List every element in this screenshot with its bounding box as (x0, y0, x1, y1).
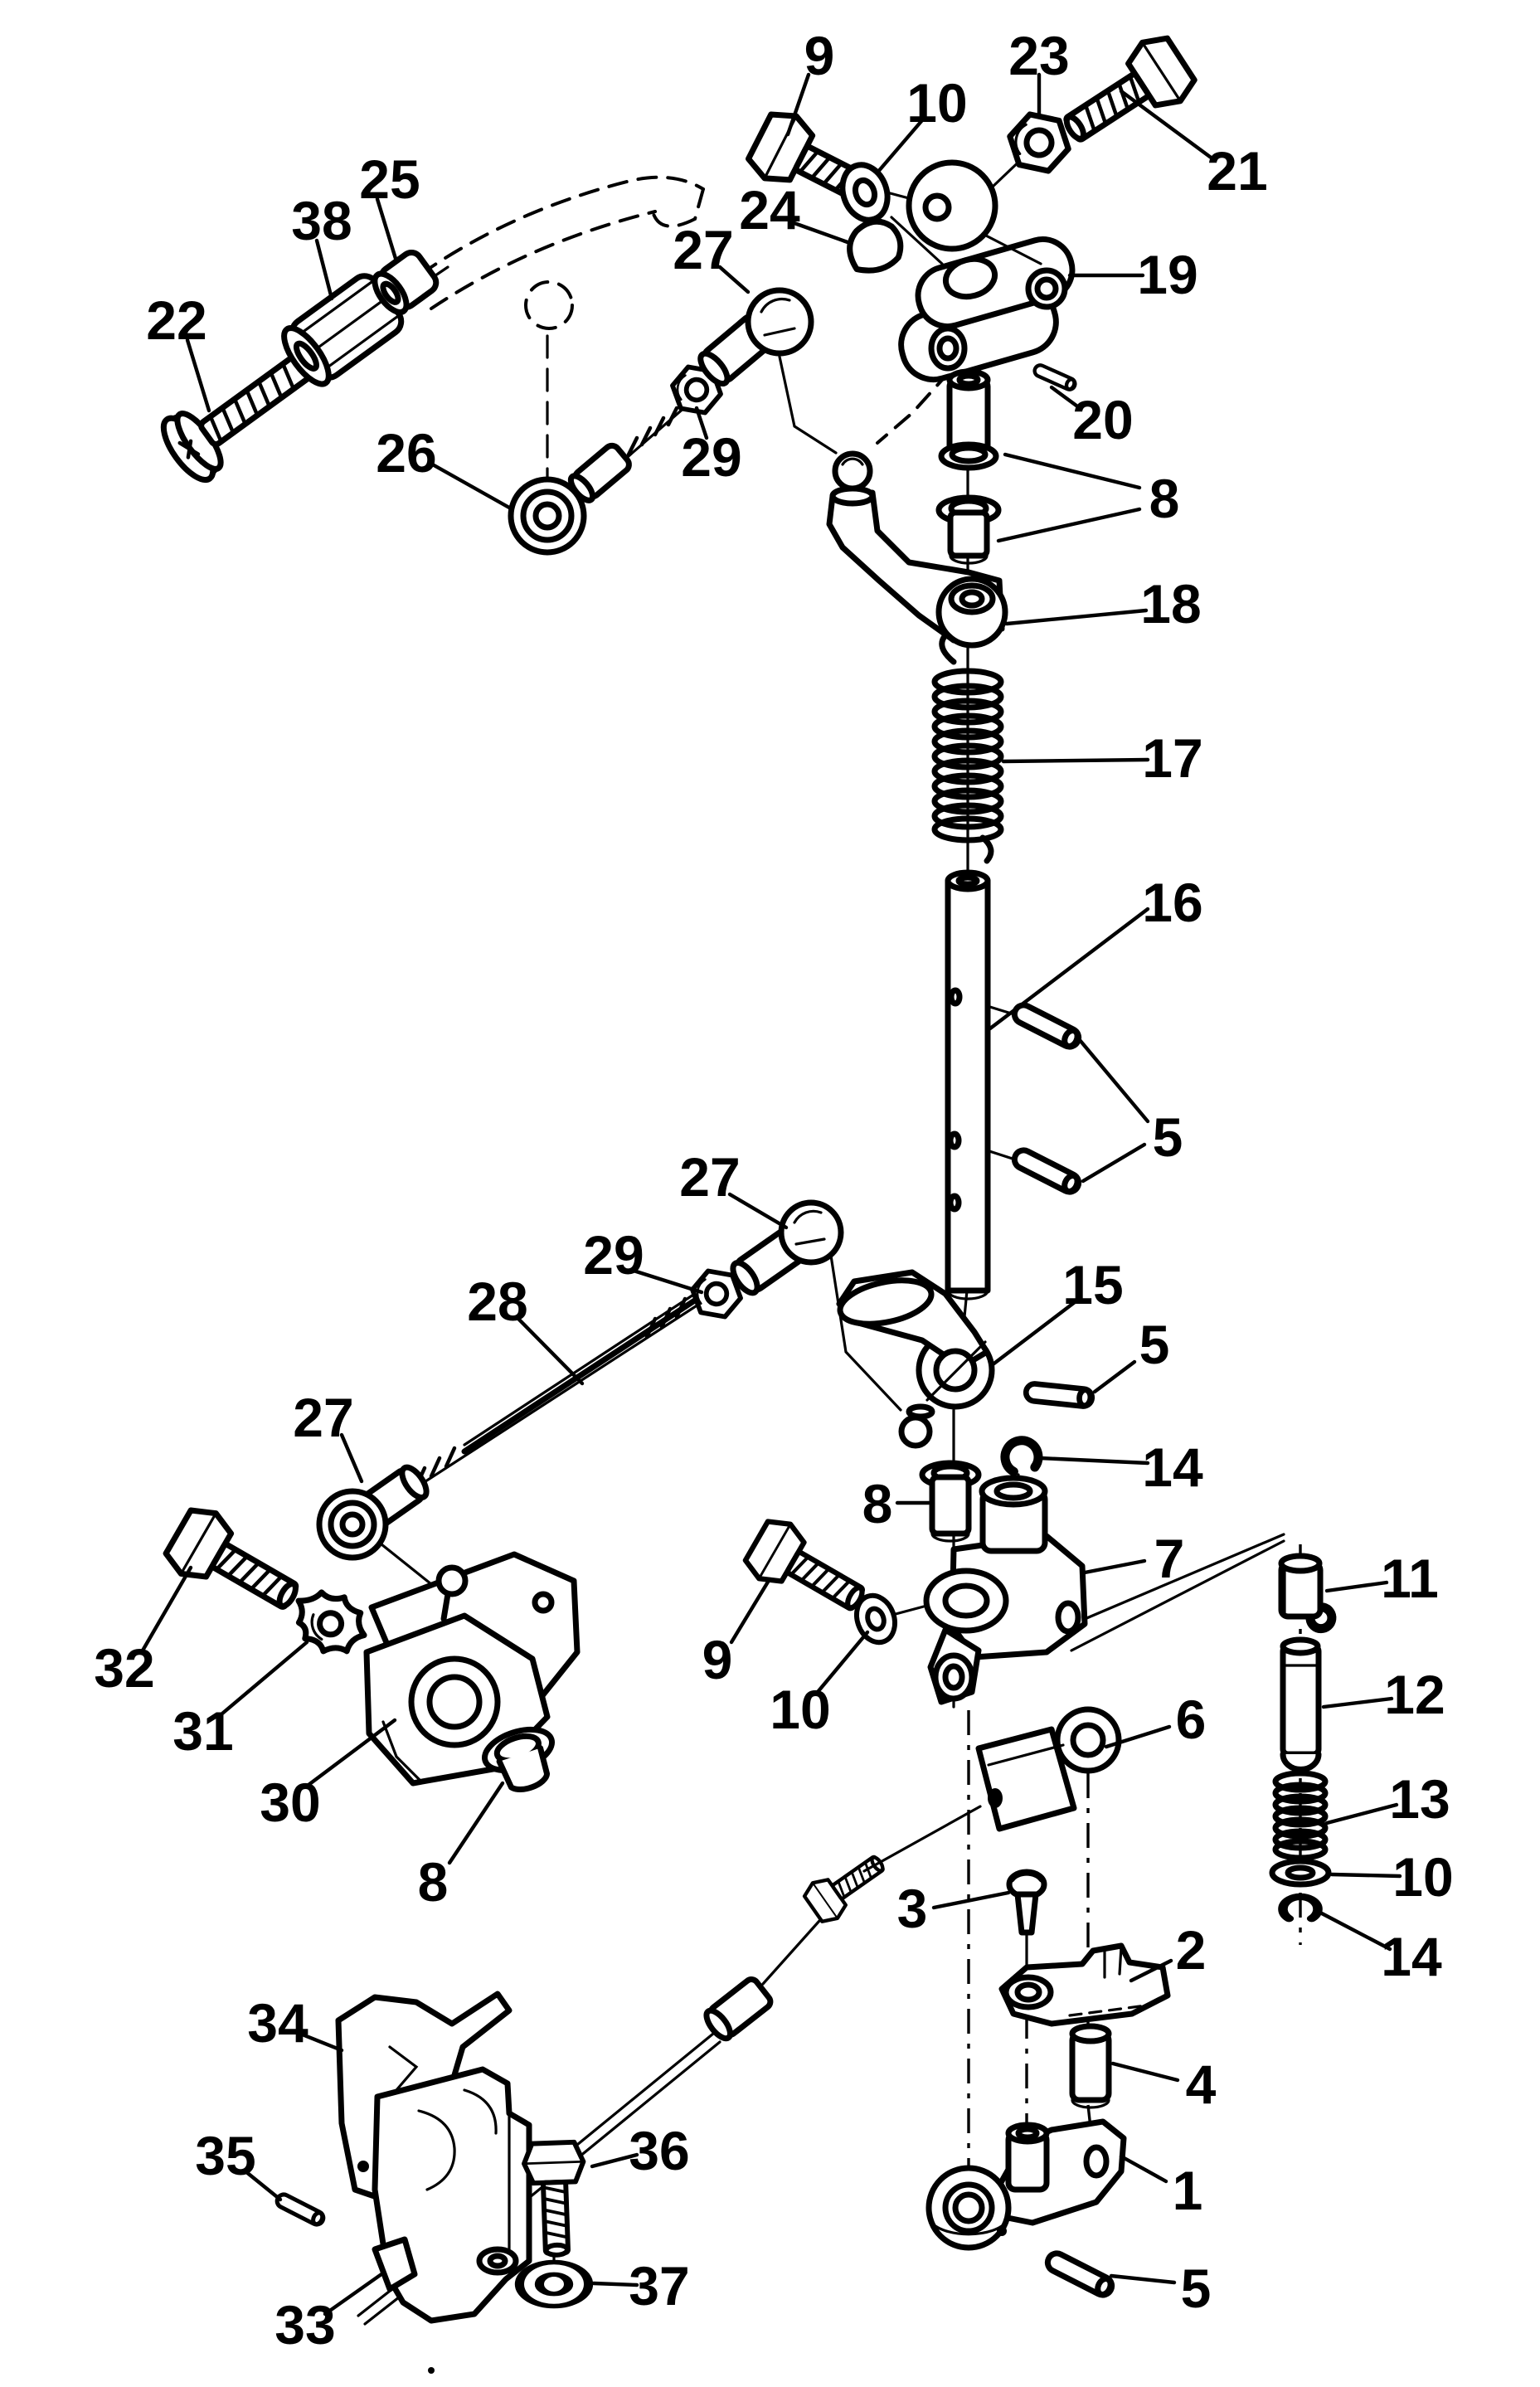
callout-number: 19 (1137, 244, 1198, 305)
callout-31 (172, 1642, 307, 1762)
part-11-detent-pin (1281, 1556, 1332, 1629)
leader-line (1005, 455, 1139, 488)
callout-7 (1085, 1528, 1184, 1589)
part-36-bolt (523, 2141, 586, 2256)
callout-number: 25 (359, 148, 420, 210)
callout-23 (1008, 25, 1069, 116)
callout-number: 22 (146, 289, 207, 351)
callout-number: 14 (1142, 1437, 1203, 1498)
callout-number: 17 (1142, 727, 1203, 789)
callout-16 (990, 872, 1203, 1028)
callout-number: 29 (681, 426, 742, 488)
callout-17 (1003, 727, 1203, 789)
leader-line (430, 463, 509, 508)
callout-number: 36 (629, 2120, 690, 2181)
callout-number: 35 (195, 2125, 256, 2186)
callout-5 (1111, 2258, 1211, 2319)
callout-33 (274, 2274, 381, 2355)
leader-line (934, 1893, 1008, 1908)
part-32-bolt (161, 1502, 310, 1628)
callout-10 (1332, 1846, 1454, 1908)
callout-37 (594, 2255, 690, 2317)
callout-13 (1327, 1768, 1450, 1830)
callout-5 (1080, 1040, 1183, 1181)
ghost-outline-tiller-arm (396, 177, 703, 328)
callout-10 (877, 72, 968, 173)
part-27-ball-joint-rod-top (728, 1203, 841, 1297)
callout-number: 5 (1152, 1106, 1183, 1168)
callout-number: 5 (1139, 1314, 1170, 1375)
callout-29 (583, 1224, 702, 1292)
part-35-pin (274, 2192, 325, 2227)
callout-11 (1327, 1548, 1439, 1609)
leader-line (1121, 2156, 1166, 2181)
callout-number: 18 (1140, 573, 1202, 634)
part-24-cap (843, 216, 906, 276)
callout-9 (788, 25, 834, 134)
part-5-pin-bottom (1045, 2250, 1115, 2298)
callout-21 (1121, 91, 1268, 202)
page-dot (428, 2367, 435, 2374)
callout-number: 10 (770, 1679, 831, 1740)
callout-19 (1070, 244, 1198, 305)
callout-number: 8 (1149, 468, 1180, 529)
callout-34 (247, 1992, 342, 2054)
callout-25 (359, 148, 420, 261)
callout-number: 9 (702, 1629, 733, 1690)
callout-number: 3 (896, 1878, 928, 1939)
callout-number: 1 (1172, 2160, 1203, 2221)
callout-12 (1324, 1664, 1445, 1725)
leader-line (1085, 1561, 1144, 1573)
leader-line (1083, 1145, 1144, 1181)
callout-8 (998, 455, 1179, 541)
part-27-ball-joint-top (696, 290, 811, 388)
callout-3 (897, 1878, 1008, 1939)
callout-number: 34 (247, 1992, 308, 2054)
callout-number: 33 (274, 2294, 336, 2355)
callout-number: 12 (1384, 1664, 1445, 1725)
part-16-shaft (948, 873, 988, 1299)
alignment-lines (187, 154, 1300, 2271)
cable-adjuster-bolt (801, 1845, 893, 1927)
callout-number: 20 (1072, 389, 1134, 450)
part-20-pin (1032, 363, 1076, 391)
part-6-cable-link (979, 1709, 1119, 1829)
part-8-bushing-mid (922, 1463, 979, 1541)
callout-number: 29 (583, 1224, 644, 1286)
part-27-ball-joint-rod-bottom (319, 1463, 431, 1558)
part-28-rod (401, 1284, 710, 1496)
callout-27 (293, 1387, 362, 1481)
callout-1 (1121, 2156, 1202, 2221)
callout-8 (418, 1783, 503, 1913)
callout-number: 2 (1175, 1919, 1207, 1981)
leader-line (1095, 1362, 1134, 1392)
callout-number: 8 (417, 1851, 449, 1913)
callout-number: 27 (679, 1146, 741, 1208)
leader-line (222, 1642, 307, 1714)
callout-20 (1052, 387, 1134, 450)
callout-14 (1040, 1437, 1203, 1498)
part-5-pin-upper (1012, 1002, 1082, 1050)
callout-4 (1113, 2054, 1217, 2115)
callout-number: 7 (1154, 1528, 1185, 1589)
callout-number: 28 (467, 1271, 528, 1332)
callout-27 (673, 219, 748, 292)
callout-22 (146, 289, 209, 411)
leader-line (1324, 1699, 1392, 1707)
part-37-washer (519, 2262, 588, 2306)
callout-number: 16 (1142, 872, 1203, 933)
callout-35 (195, 2125, 280, 2200)
callout-5 (1095, 1314, 1169, 1392)
leader-line (792, 222, 848, 242)
callout-14 (1320, 1913, 1442, 1987)
part-14-eclip-upper (1002, 1437, 1041, 1476)
leader-line (1332, 1874, 1400, 1876)
callout-number: 32 (94, 1637, 155, 1699)
callout-number: 8 (862, 1473, 893, 1534)
callout-27 (679, 1146, 786, 1228)
leader-line (990, 909, 1148, 1028)
callout-32 (94, 1568, 191, 1699)
part-10-washer-detent (1272, 1861, 1329, 1884)
callout-number: 13 (1389, 1768, 1450, 1830)
leader-line (1080, 1040, 1148, 1121)
callout-number: 27 (673, 219, 734, 280)
leader-line (1007, 610, 1146, 624)
callout-number: 23 (1008, 25, 1070, 86)
leader-line (1327, 1805, 1397, 1823)
callout-number: 6 (1175, 1689, 1207, 1750)
callout-number: 4 (1185, 2054, 1217, 2115)
part-1-throttle-arm (929, 2122, 1124, 2248)
callout-38 (291, 190, 352, 299)
callout-6 (1106, 1689, 1206, 1750)
callout-18 (1007, 573, 1202, 634)
leader-line (449, 1783, 503, 1863)
callout-number: 31 (172, 1700, 234, 1762)
callout-8 (862, 1473, 929, 1534)
callout-number: 5 (1180, 2258, 1212, 2319)
callout-29 (681, 408, 741, 488)
part-5-pin-middle (1012, 1147, 1082, 1195)
part-5-pin-cam (1025, 1383, 1093, 1407)
part-4-roller (1072, 2026, 1109, 2107)
leader-line (1327, 1582, 1387, 1591)
callout-number: 11 (1381, 1548, 1439, 1609)
callout-26 (376, 422, 509, 508)
callout-number: 27 (293, 1387, 354, 1448)
callout-number: 9 (804, 25, 835, 86)
leader-line (308, 1720, 395, 1785)
callout-10 (770, 1632, 867, 1740)
part-33-mount-bracket (375, 2069, 529, 2321)
part-17-spring (935, 635, 1001, 861)
callout-9 (702, 1579, 770, 1690)
callout-number: 10 (1392, 1846, 1454, 1908)
part-3-pivot-pin (1009, 1872, 1044, 1932)
leader-line (731, 1579, 770, 1642)
leader-line (1113, 2064, 1178, 2080)
part-13-spring-small (1275, 1773, 1325, 1858)
callout-36 (592, 2120, 690, 2181)
callout-30 (260, 1720, 395, 1833)
callout-28 (467, 1271, 582, 1383)
leader-line (1040, 1458, 1148, 1463)
callout-number: 21 (1207, 140, 1268, 202)
callout-number: 30 (260, 1772, 321, 1833)
callout-number: 15 (1062, 1254, 1124, 1315)
callout-number: 38 (291, 190, 352, 251)
leader-line (998, 509, 1139, 541)
leader-line (1320, 1913, 1390, 1949)
part-8-bushing-lower (939, 498, 998, 563)
callout-number: 10 (906, 72, 968, 134)
part-8-bushing-upper (941, 372, 996, 468)
callout-number: 37 (629, 2255, 690, 2317)
callout-number: 14 (1381, 1926, 1442, 1987)
callout-number: 26 (376, 422, 437, 484)
part-19-lever (894, 163, 1080, 387)
callout-15 (992, 1254, 1124, 1365)
part-12-plunger (1283, 1640, 1319, 1769)
part-26-link-rod (511, 408, 677, 552)
leader-line (1111, 2276, 1174, 2282)
cable-ferrule (702, 1976, 773, 2042)
leader-line (1003, 760, 1148, 761)
callout-number: 24 (739, 179, 800, 241)
